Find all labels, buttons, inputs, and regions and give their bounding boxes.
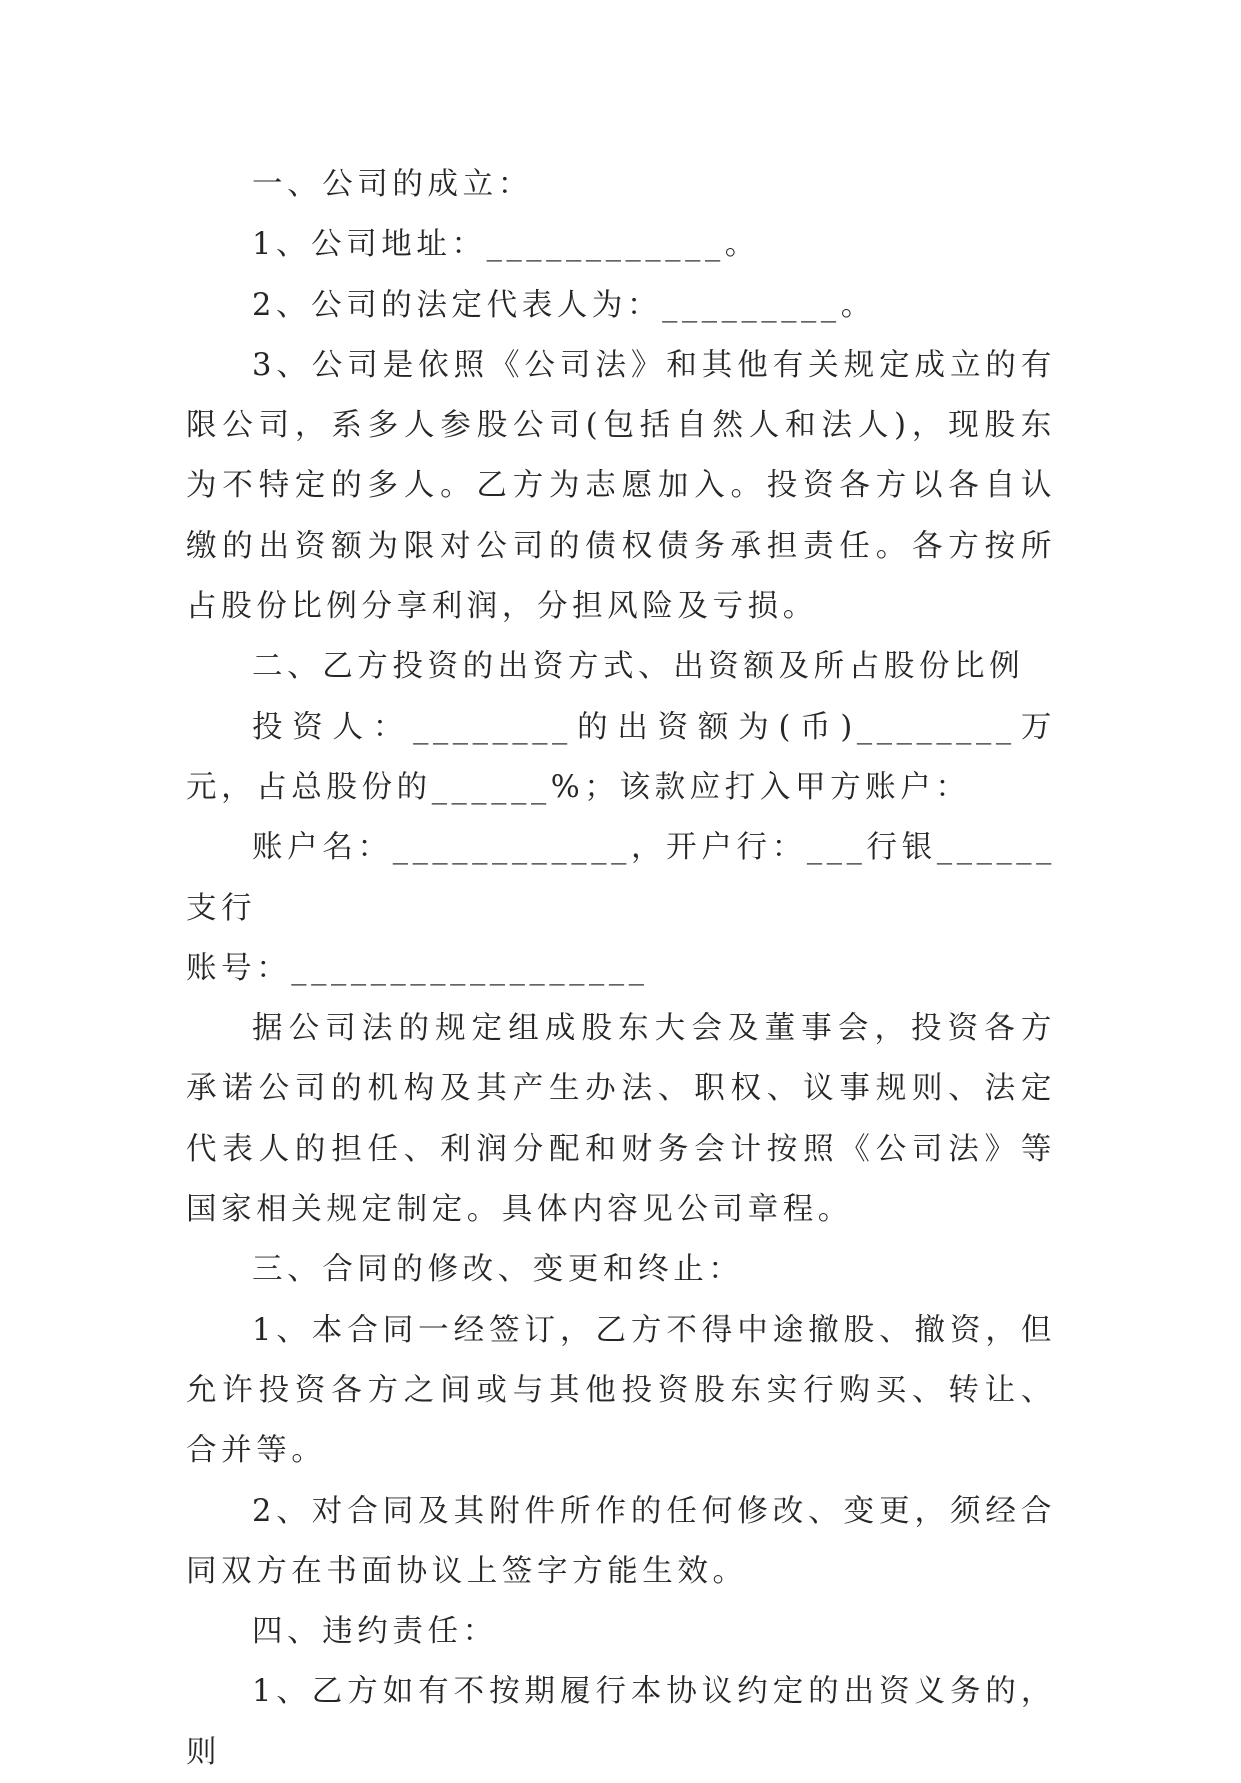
section-heading-liability: 四、违约责任： [252, 1614, 498, 1650]
clause-investor-amount: 投资人：________的出资额为(币)________万元，占总股份的______%；该款应打入甲方账户： [186, 709, 1056, 805]
clause-legal-representative: 2、公司的法定代表人为：_________。 [252, 287, 876, 323]
clause-company-nature: 3、公司是依照《公司法》和其他有关规定成立的有限公司，系多人参股公司(包括自然人和法人)，现股东为不特定的多人。乙方为志愿加入。投资各方以各自认缴的出资额为限对公司的债权债务承担责任。各方按所占股份比例分享利润，分担风险及亏损。 [186, 347, 1056, 625]
clause-payment-default: 1、乙方如有不按期履行本协议约定的出资义务的，则 [186, 1674, 1056, 1770]
clause-company-address: 1、公司地址：____________。 [252, 227, 760, 263]
clause-no-withdrawal: 1、本合同一经签订，乙方不得中途撤股、撤资，但允许投资各方之间或与其他投资股东实行购买、转让、合并等。 [186, 1312, 1056, 1469]
clause-amendment-signature: 2、对合同及其附件所作的任何修改、变更，须经合同双方在书面协议上签字方能生效。 [186, 1493, 1056, 1589]
document-body [186, 155, 1056, 1783]
clause-account-number: 账号：__________________ [186, 950, 649, 986]
section-heading-establishment: 一、公司的成立： [252, 167, 533, 202]
clause-account-name-bank: 账户名：____________，开户行：___行银______支行 [186, 830, 1056, 926]
clause-shareholders-board: 据公司法的规定组成股东大会及董事会，投资各方承诺公司的机构及其产生办法、职权、议事规则、法定代表人的担任、利润分配和财务会计按照《公司法》等国家相关规定制定。具体内容见公司章程。 [186, 1011, 1056, 1228]
section-heading-modification: 三、合同的修改、变更和终止： [252, 1252, 744, 1288]
section-heading-investment: 二、乙方投资的出资方式、出资额及所占股份比例 [252, 649, 1025, 685]
